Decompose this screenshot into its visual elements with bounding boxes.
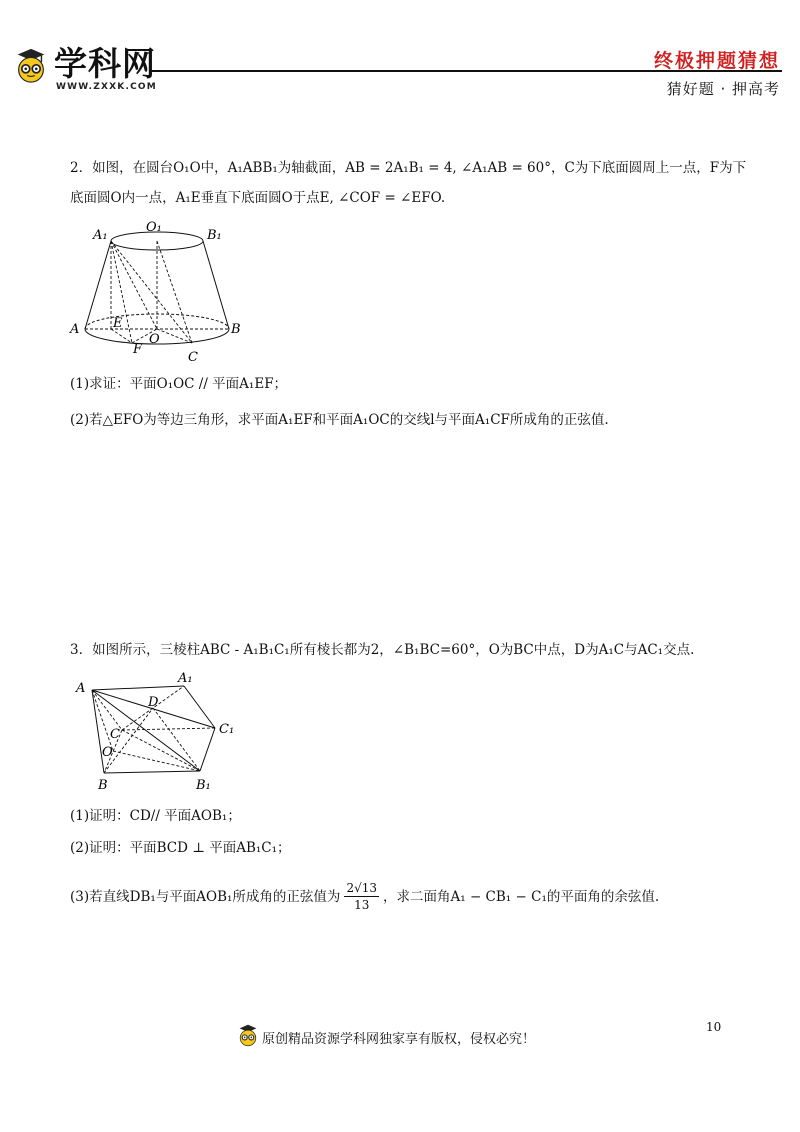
q2-label-A: A	[70, 322, 80, 337]
q3-part3-text-before: (3)若直线DB₁与平面AOB₁所成角的正弦值为	[70, 888, 341, 905]
header-tag-title: 终极押题猜想	[653, 50, 780, 72]
q3-part3-text-after: ，求二面角A₁ − CB₁ − C₁的平面角的余弦值.	[383, 888, 660, 905]
q3-prism-figure	[68, 668, 248, 798]
q2-label-A1: A₁	[93, 228, 108, 243]
footer-copyright: 原创精品资源学科网独家享有版权，侵权必究！	[262, 1032, 536, 1047]
q3-label-O: O	[102, 745, 113, 760]
q3-part3	[70, 880, 659, 913]
q2-part2: (2)若△EFO为等边三角形，求平面A₁EF和平面A₁OC的交线l与平面A₁CF所成角的正弦值.	[70, 412, 609, 428]
logo-url: WWW.ZXXK.COM	[56, 82, 157, 92]
q2-label-E: E	[113, 316, 123, 331]
q3-label-B: B	[98, 778, 108, 793]
q3-fraction-denominator: 13	[354, 898, 370, 912]
footer-mascot-icon	[236, 1022, 260, 1048]
header-tag-subtitle: 猜好题 · 押高考	[666, 80, 780, 98]
q2-label-O1: O₁	[146, 220, 162, 235]
q3-label-D: D	[148, 695, 159, 710]
q3-label-C1: C₁	[219, 722, 235, 737]
q2-label-B1: B₁	[207, 228, 222, 243]
q3-part2: (2)证明：平面BCD ⊥ 平面AB₁C₁；	[70, 840, 291, 856]
q2-label-B: B	[231, 322, 241, 337]
q2-statement-line1: 2．如图，在圆台O₁O中，A₁ABB₁为轴截面，AB = 2A₁B₁ = 4, ∠A₁AB = 60°，C为下底面圆周上一点，F为下	[70, 160, 747, 176]
q2-part1: (1)求证：平面O₁OC // 平面A₁EF；	[70, 376, 288, 392]
q3-label-B1: B₁	[196, 778, 211, 793]
logo-text: 学科网	[54, 44, 156, 83]
q2-frustum-figure	[64, 215, 254, 370]
q2-label-F: F	[133, 342, 143, 357]
logo-mascot-icon	[12, 46, 50, 84]
q3-part1: (1)证明：CD// 平面AOB₁；	[70, 808, 241, 824]
q3-label-A: A	[76, 681, 86, 696]
q2-statement-line2: 底面圆O内一点，A₁E垂直下底面圆O于点E, ∠COF = ∠EFO.	[70, 190, 446, 206]
q2-label-O: O	[149, 332, 160, 347]
q3-statement: 3．如图所示，三棱柱ABC - A₁B₁C₁所有棱长都为2，∠B₁BC=60°，O为BC中点，D为A₁C与AC₁交点.	[70, 642, 695, 658]
q3-fraction	[344, 880, 379, 913]
q3-label-C: C	[110, 727, 120, 742]
page-number: 10	[706, 1020, 722, 1034]
q2-label-C: C	[188, 350, 198, 365]
q3-label-A1: A₁	[178, 671, 193, 686]
q3-fraction-numerator: 2√13	[346, 881, 377, 895]
